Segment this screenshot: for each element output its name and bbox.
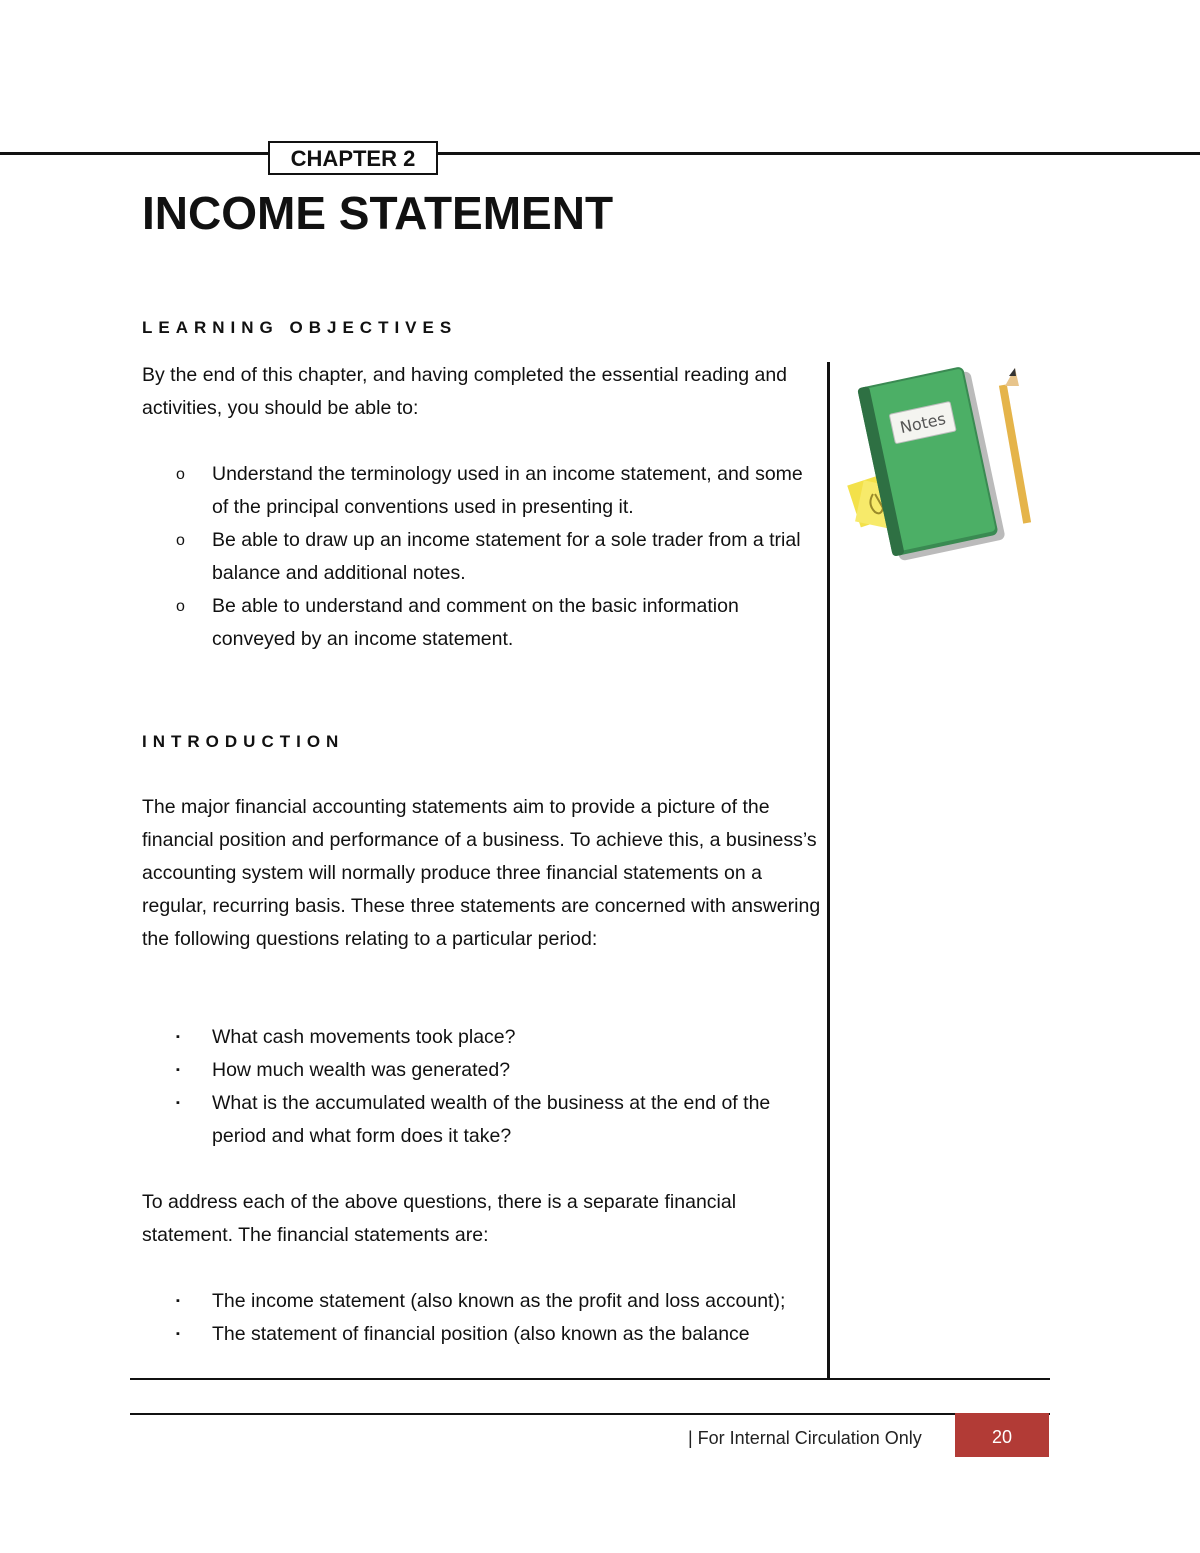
- list-item: ▪ What cash movements took place?: [142, 1021, 822, 1054]
- circle-bullet-icon: o: [176, 466, 185, 483]
- learning-objectives-heading: LEARNING OBJECTIVES: [142, 318, 458, 337]
- list-item: ▪ What is the accumulated wealth of the business at the end of the period and what form does it take?: [142, 1087, 822, 1153]
- circle-bullet-icon: o: [176, 532, 185, 549]
- page-number: 20: [955, 1413, 1049, 1457]
- circle-bullet-icon: o: [176, 598, 185, 615]
- list-item: o Be able to understand and comment on the basic information conveyed by an income statement.: [142, 590, 822, 656]
- notes-label: Notes: [898, 408, 948, 438]
- square-bullet-icon: ▪: [176, 1031, 180, 1043]
- questions-list: [142, 1021, 822, 1153]
- learning-objectives-list: [142, 458, 822, 656]
- square-bullet-icon: ▪: [176, 1064, 180, 1076]
- footer-circulation-note: | For Internal Circulation Only: [688, 1428, 922, 1448]
- list-item: ▪ How much wealth was generated?: [142, 1054, 822, 1087]
- list-item: o Be able to draw up an income statement for a sole trader from a trial balance and additional notes.: [142, 524, 822, 590]
- introduction-paragraph-2: To address each of the above questions, there is a separate financial statement. The financial statements are:: [142, 1191, 737, 1246]
- margin-vertical-rule: [827, 362, 830, 1379]
- notes-notebook-icon: [845, 366, 1035, 561]
- square-bullet-icon: ▪: [176, 1295, 180, 1307]
- list-item: ▪ The statement of financial position (also known as the balance: [142, 1318, 822, 1351]
- pencil-icon: [999, 368, 1031, 524]
- chapter-label: CHAPTER 2: [268, 141, 438, 175]
- learning-objectives-intro: By the end of this chapter, and having completed the essential reading and activities, you should be able to:: [142, 364, 788, 419]
- statements-list: [142, 1285, 822, 1351]
- introduction-paragraph-1: The major financial accounting statements aim to provide a picture of the financial position and performance of a business. To achieve this, a business’s accounting system will normally produce three financial statements on a regular, recurring basis. These three statements are concerned with answering the following questions relating to a particular period:: [142, 796, 821, 950]
- square-bullet-icon: ▪: [176, 1328, 180, 1340]
- header-top-rule: [0, 152, 1200, 155]
- introduction-heading: INTRODUCTION: [142, 732, 345, 751]
- footer-rule-lower: [130, 1413, 1050, 1415]
- square-bullet-icon: ▪: [176, 1097, 180, 1109]
- list-item: ▪ The income statement (also known as the profit and loss account);: [142, 1285, 822, 1318]
- footer-rule-upper: [130, 1378, 1050, 1380]
- page-title: INCOME STATEMENT: [142, 187, 614, 239]
- list-item: o Understand the terminology used in an income statement, and some of the principal conventions used in presenting it.: [142, 458, 822, 524]
